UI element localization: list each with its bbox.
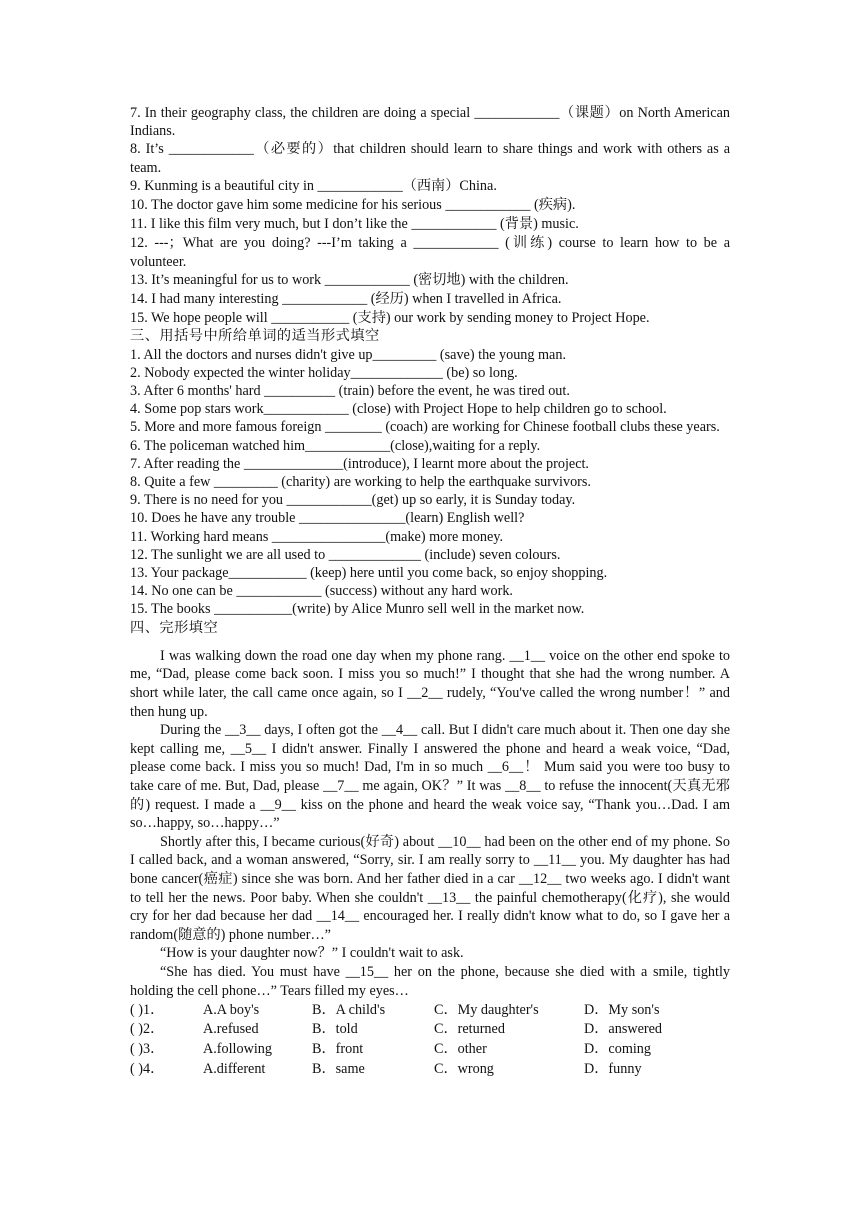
exercise-item: 13. Your package___________ (keep) here until you come back, so enjoy shopping. (130, 565, 608, 582)
exercise-item: 10. Does he have any trouble _______________(learn) English well? (130, 510, 525, 527)
option-c: C．other (434, 1041, 487, 1058)
exercise-item: 6. The policeman watched him____________(close),waiting for a reply. (130, 437, 541, 454)
exercise-item: 7. After reading the ______________(introduce), I learnt more about the project. (130, 455, 589, 472)
exercise-item: 3. After 6 months' hard __________ (train) before the event, he was tired out. (130, 383, 570, 400)
option-row (130, 1059, 730, 1079)
exercise-item: 13. It’s meaningful for us to work ____________ (密切地) with the children. (130, 271, 569, 288)
option-b: B．A child's (312, 1001, 386, 1018)
exercise-item: 7. In their geography class, the children are doing a special ____________（课题）on North American Indians. (130, 105, 730, 140)
section-heading: 四、完形填空 (130, 619, 219, 636)
exercise-item: 12. ---；What are you doing? ---I’m taking a ____________ (训练) course to learn how to be a volunteer. (130, 235, 730, 270)
option-row (130, 1000, 730, 1020)
exercise-item: 1. All the doctors and nurses didn't give up_________ (save) the young man. (130, 346, 566, 363)
option-d: D．answered (584, 1021, 663, 1038)
option-d: D．funny (584, 1060, 642, 1077)
exercise-item: 5. More and more famous foreign ________ (coach) are working for Chinese football clubs these years. (130, 419, 720, 436)
option-c: C．wrong (434, 1060, 494, 1077)
passage-paragraph: Shortly after this, I became curious(好奇) about __10__ had been on the other end of my phone. So I called back, and a woman answered, “Sorry, sir. I am really sorry to __11__ you. My daughter has had bone cancer(癌症) since she was born. And her father died in a car __12__ two weeks ago. I didn't want to tell her the news. Poor baby. When she couldn't __13__ the painful chemotherapy(化疗), she would cry for her dad because her dad __14__ encouraged her. I really didn't know what to do, so I gave her a random(随意的) phone number…” (130, 833, 730, 943)
option-d: D．coming (584, 1041, 651, 1058)
exercise-item: 9. Kunming is a beautiful city in ____________（西南）China. (130, 177, 497, 194)
option-c: C．returned (434, 1021, 505, 1038)
option-a: A.different (203, 1060, 266, 1077)
exercise-item: 8. It’s ____________（必要的）that children should learn to share things and work with others as a team. (130, 141, 730, 176)
exercise-item: 8. Quite a few _________ (charity) are working to help the earthquake survivors. (130, 474, 591, 491)
option-d: D．My son's (584, 1001, 660, 1018)
passage-paragraph: “She has died. You must have __15__ her on the phone, because she died with a smile, tightly holding the cell phone…” Tears filled my eyes… (130, 963, 730, 999)
exercise-item: 14. I had many interesting ____________ (经历) when I travelled in Africa. (130, 291, 562, 308)
option-a: A.refused (203, 1021, 259, 1038)
exercise-item: 2. Nobody expected the winter holiday_____________ (be) so long. (130, 364, 518, 381)
section-heading: 三、用括号中所给单词的适当形式填空 (130, 328, 380, 345)
option-row (130, 1039, 730, 1059)
option-c: C．My daughter's (434, 1001, 539, 1018)
exercise-item: 4. Some pop stars work____________ (close) with Project Hope to help children go to school. (130, 401, 667, 418)
exercise-item: 14. No one can be ____________ (success) without any hard work. (130, 583, 513, 600)
exercise-item: 11. Working hard means ________________(make) more money. (130, 528, 504, 545)
option-b: B．front (312, 1041, 364, 1058)
question-number: ( )3． (130, 1041, 165, 1058)
exercise-item: 15. The books ___________(write) by Alice Munro sell well in the market now. (130, 601, 585, 618)
exercise-item: 10. The doctor gave him some medicine for his serious ____________ (疾病). (130, 197, 576, 214)
worksheet-page (130, 104, 730, 1079)
exercise-item: 15. We hope people will ___________ (支持) our work by sending money to Project Hope. (130, 310, 650, 327)
vocabulary-exercise-list (130, 104, 730, 327)
exercise-item: 9. There is no need for you ____________(get) up so early, it is Sunday today. (130, 492, 576, 509)
word-form-exercise-list (130, 346, 730, 619)
option-a: A.following (203, 1041, 272, 1058)
option-row (130, 1020, 730, 1040)
option-b: B．same (312, 1060, 365, 1077)
answer-options (130, 1000, 730, 1078)
option-a: A.A boy's (203, 1001, 260, 1018)
question-number: ( )1． (130, 1001, 165, 1018)
question-number: ( )2． (130, 1021, 165, 1038)
cloze-passage (130, 647, 730, 1000)
exercise-item: 12. The sunlight we are all used to _____________ (include) seven colours. (130, 546, 561, 563)
option-b: B．told (312, 1021, 358, 1038)
exercise-item: 11. I like this film very much, but I don’t like the ____________ (背景) music. (130, 216, 579, 233)
question-number: ( )4． (130, 1060, 165, 1077)
passage-paragraph: I was walking down the road one day when my phone rang. __1__ voice on the other end spoke to me, “Dad, please come back soon. I miss you so much!” I thought that she had the wrong number. A short while later, the call came once again, so I __2__ rudely, “You've called the wrong number！” and then hung up. (130, 647, 730, 720)
passage-paragraph: “How is your daughter now？” I couldn't wait to ask. (160, 945, 464, 962)
passage-paragraph: During the __3__ days, I often got the __4__ call. But I didn't care much about it. Then one day she kept calling me, __5__ I didn't answer. Finally I answered the phone and heard a weak voice, “Dad, please come back. I miss you so much! Dad, I'm in so much __6__！ Mum said you were too busy to take care of me. But, Dad, please __7__ me again, OK？” It was __8__ to refuse the innocent(天真无邪的) request. I made a __9__ kiss on the phone and heard the weak voice say, “Thank you…Dad. I am so…happy, so…happy…” (130, 722, 730, 832)
